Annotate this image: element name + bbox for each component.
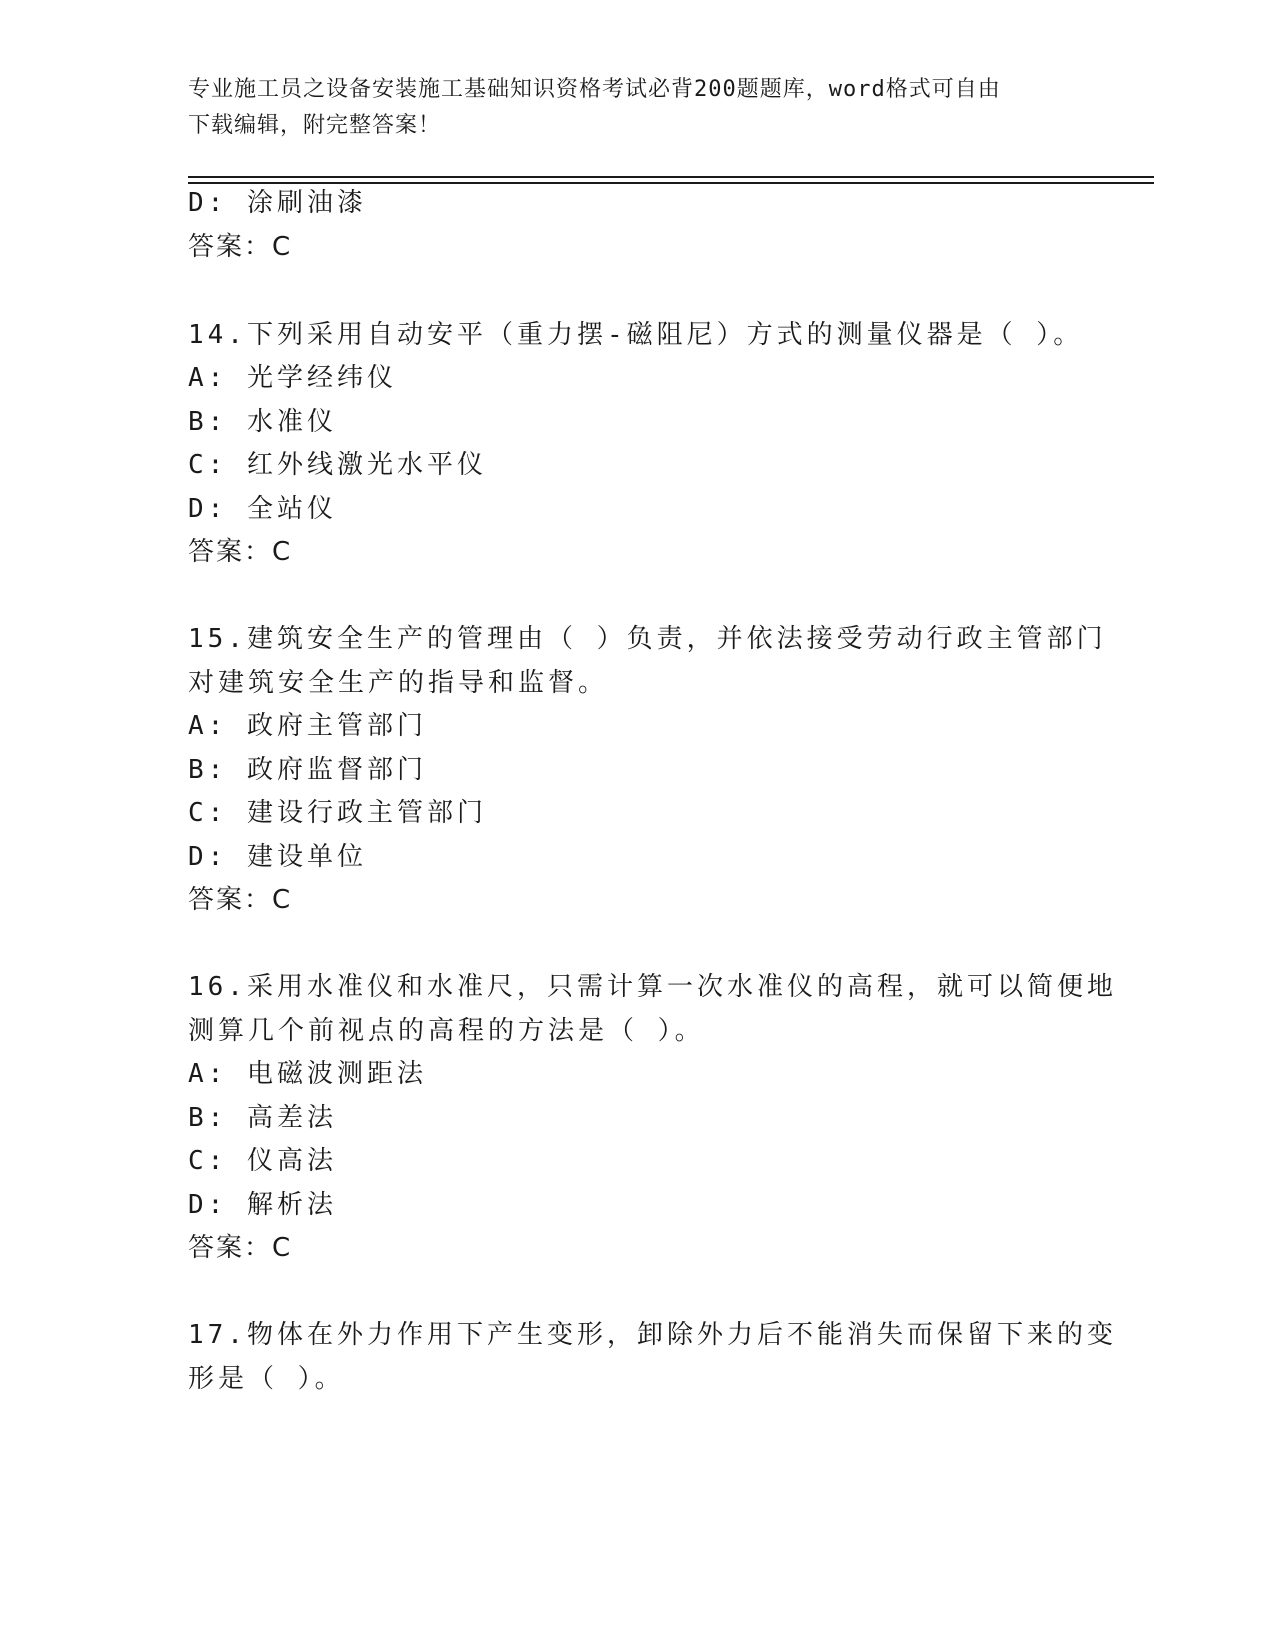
question-14-option-a: A: 光学经纬仪: [188, 363, 397, 393]
question-16-option-a: A: 电磁波测距法: [188, 1059, 427, 1089]
document-header: [188, 72, 1068, 144]
question-14-option-c: C: 红外线激光水平仪: [188, 450, 487, 480]
question-16-option-b: B: 高差法: [188, 1103, 337, 1133]
question-17-stem-line-2: 形是（ ）。: [188, 1364, 345, 1394]
question-16-answer: 答案：C: [188, 1233, 293, 1263]
question-14-stem: 14.下列采用自动安平（重力摆-磁阻尼）方式的测量仪器是（ ）。: [188, 320, 1084, 350]
question-16-stem-line-1: 16.采用水准仪和水准尺，只需计算一次水准仪的高程，就可以简便地: [188, 972, 1117, 1002]
header-title-line-1: 专业施工员之设备安装施工基础知识资格考试必背200题题库，word格式可自由: [188, 77, 1001, 102]
question-16-option-c: C: 仪高法: [188, 1146, 337, 1176]
question-17-stem-line-1: 17.物体在外力作用下产生变形，卸除外力后不能消失而保留下来的变: [188, 1320, 1117, 1350]
question-14-answer: 答案：C: [188, 537, 293, 567]
question-14-option-b: B: 水准仪: [188, 407, 337, 437]
question-15-option-a: A: 政府主管部门: [188, 711, 427, 741]
question-15-stem-line-1: 15.建筑安全生产的管理由（ ）负责，并依法接受劳动行政主管部门: [188, 624, 1107, 654]
question-14-option-d: D: 全站仪: [188, 494, 337, 524]
question-16-option-d: D: 解析法: [188, 1190, 337, 1220]
header-divider-bottom: [188, 182, 1154, 184]
header-title-line-2: 下载编辑，附完整答案！: [188, 113, 442, 138]
question-15-option-c: C: 建设行政主管部门: [188, 798, 487, 828]
option-d: D: 涂刷油漆: [188, 188, 367, 218]
header-divider-top: [188, 176, 1154, 178]
question-15-answer: 答案：C: [188, 885, 293, 915]
question-15-option-b: B: 政府监督部门: [188, 755, 427, 785]
answer: 答案：C: [188, 232, 293, 262]
question-16-stem-line-2: 测算几个前视点的高程的方法是（ ）。: [188, 1016, 705, 1046]
question-15-option-d: D: 建设单位: [188, 842, 367, 872]
question-15-stem-line-2: 对建筑安全生产的指导和监督。: [188, 668, 609, 698]
